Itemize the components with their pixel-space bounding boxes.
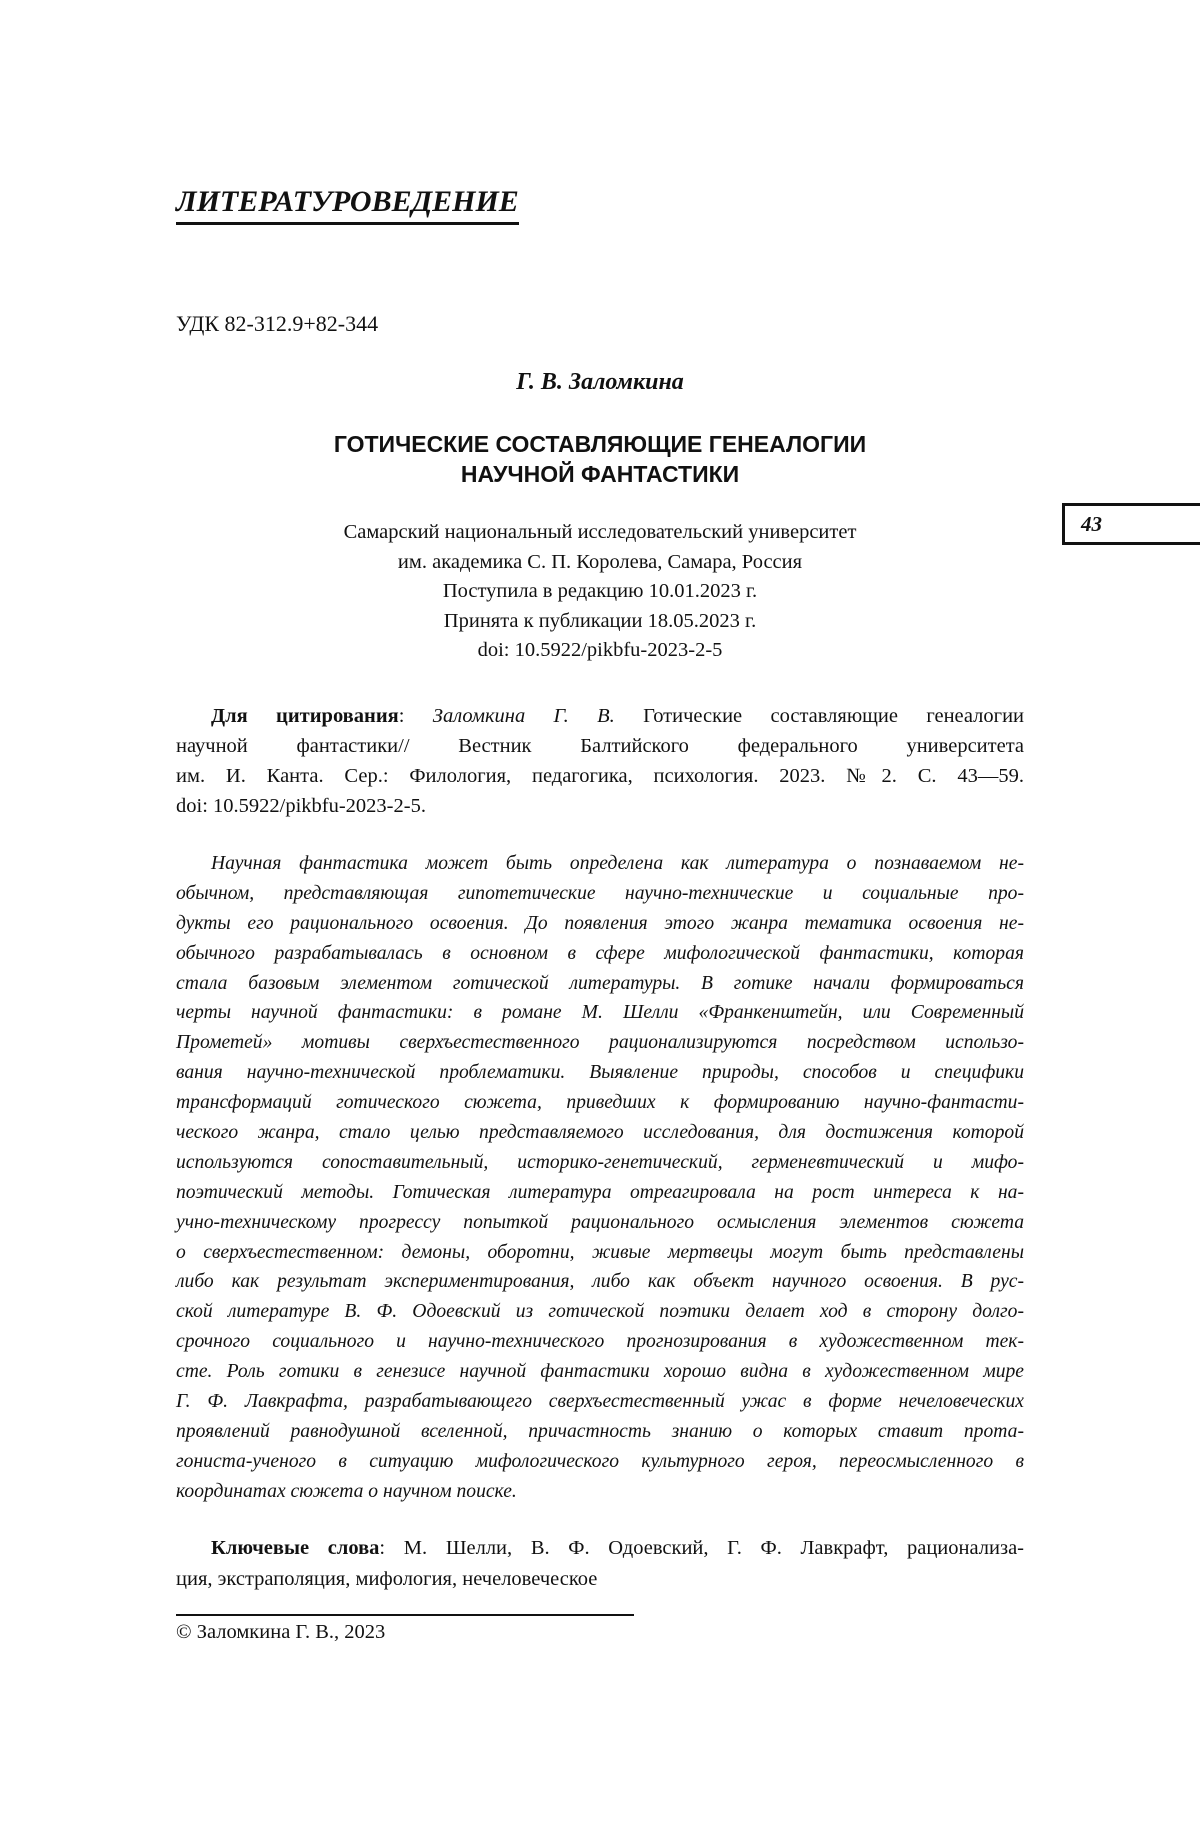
keywords-label: Ключевые слова [211,1537,380,1559]
abstract-line: трансформаций готического сюжета, приведших к формированию научно-фантасти- [176,1092,1024,1114]
received-date: Поступила в редакцию 10.01.2023 г. [442,580,758,602]
citation-label: Для цитирования [211,705,399,727]
citation-line-3: им. И. Канта. Сер.: Филология, педагогика, психология. 2023. №2. С. 43—59. [176,765,1024,787]
affiliation-line-1: Самарский национальный исследовательский университет [343,521,857,543]
abstract-line: черты научной фантастики: в романе М. Шелли «Франкенштейн, или Современный [176,1002,1024,1024]
accepted-date: Принята к публикации 18.05.2023 г. [443,609,757,632]
abstract-line: срочного социального и научно-технического прогнозирования в художественном тек- [176,1331,1024,1353]
abstract [176,849,1024,1507]
article-title [176,429,1024,489]
doi: doi: 10.5922/pikbfu-2023-2-5 [477,639,723,661]
article-title-line-1: ГОТИЧЕСКИЕ СОСТАВЛЯЮЩИЕ ГЕНЕАЛОГИИ [333,431,867,457]
abstract-line: Научная фантастика может быть определена как литература о познаваемом не- [211,853,1024,874]
abstract-line: поэтический методы. Готическая литература отреагировала на рост интереса к на- [176,1181,1024,1203]
article-meta [176,518,1024,666]
abstract-line: Прометей» мотивы сверхъестественного рационализируются посредством использо- [176,1032,1024,1054]
citation-line-1 [176,701,1024,731]
abstract-line: координатах сюжета о научном поиске. [176,1480,517,1502]
citation-block [176,701,1024,821]
keywords-line-1 [176,1533,1024,1564]
udk-code: УДК 82-312.9+82-344 [176,311,379,336]
abstract-line: гониста-ученого в ситуацию мифологического культурного героя, переосмысленного в [176,1450,1024,1472]
abstract-line: Г. Ф. Лавкрафта, разрабатывающего сверхъестественный ужас в форме нечеловеческих [176,1391,1024,1413]
abstract-line: обычном, представляющая гипотетические научно-технические и социальные про- [176,882,1024,904]
copyright-notice: © Заломкина Г. В., 2023 [176,1621,386,1643]
page-number: 43 [1062,503,1200,545]
section-heading: ЛИТЕРАТУРОВЕДЕНИЕ [176,184,519,225]
keywords-text-1: М. Шелли, В. Ф. Одоевский, Г. Ф. Лавкрафт, рационализа- [403,1537,1025,1559]
citation-line-2: научной фантастики// Вестник Балтийского федерального университета [176,735,1024,757]
citation-text: Готические составляющие генеалогии [643,705,1025,727]
keywords-line-2: ция, экстраполяция, мифология, нечеловеческое [176,1568,598,1590]
footnote-divider [176,1614,634,1616]
abstract-line: стала базовым элементом готической литературы. В готике начали формироваться [176,972,1024,994]
citation-colon: : [398,705,405,727]
abstract-line: обычного разрабатывалась в основном в сфере мифологической фантастики, которая [176,942,1024,964]
abstract-line: о сверхъестественном: демоны, оборотни, живые мертвецы могут быть представлены [176,1241,1024,1263]
abstract-line: дукты его рационального освоения. До появления этого жанра тематика освоения не- [176,912,1024,934]
abstract-line: проявлений равнодушной вселенной, причастность знанию о которых ставит прота- [176,1420,1024,1442]
citation-line-4: doi: 10.5922/pikbfu-2023-2-5. [176,795,426,817]
abstract-line: учно-техническому прогрессу попыткой рационального осмысления элементов сюжета [176,1211,1024,1233]
abstract-line: ческого жанра, стало целью представляемого исследования, для достижения которой [176,1122,1024,1144]
abstract-line: используются сопоставительный, историко-генетический, герменевтический и мифо- [176,1151,1024,1173]
author-name: Г. В. Заломкина [516,369,684,395]
abstract-line: ской литературе В. Ф. Одоевский из готической поэтики делает ход в сторону долго- [176,1301,1024,1323]
abstract-line: либо как результат экспериментирования, либо как объект научного освоения. В рус- [176,1271,1024,1293]
keywords-colon: : [379,1537,386,1559]
abstract-line: сте. Роль готики в генезисе научной фантастики хорошо видна в художественном мире [176,1361,1024,1383]
citation-author: Заломкина Г. В. [432,705,615,727]
keywords-block [176,1533,1024,1595]
article-title-line-2: НАУЧНОЙ ФАНТАСТИКИ [460,461,740,487]
affiliation-line-2: им. академика С. П. Королева, Самара, Россия [397,550,803,573]
abstract-line: вания научно-технической проблематики. Выявление природы, способов и специфики [176,1062,1024,1084]
